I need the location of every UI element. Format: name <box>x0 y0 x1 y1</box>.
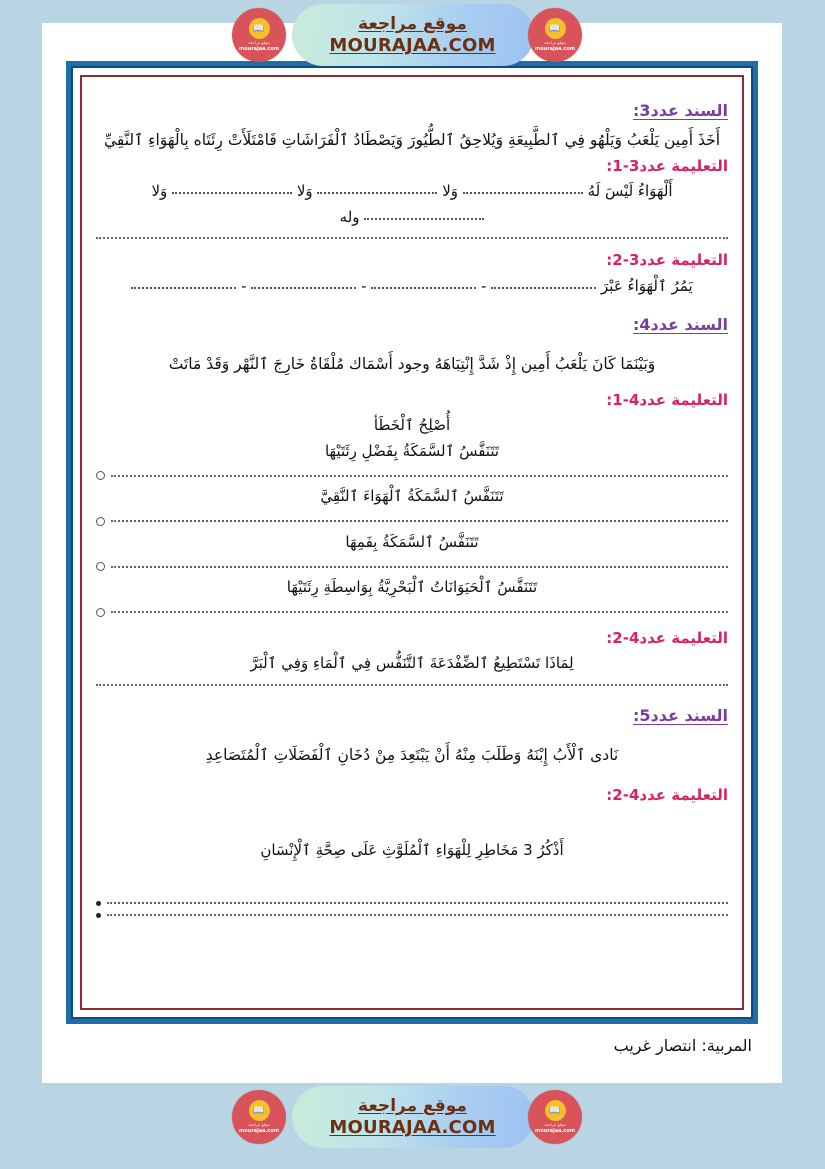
circle-bullet-icon <box>96 608 105 617</box>
badge-arabic-label: موقع مراجعة <box>544 1122 566 1127</box>
heading-sanad-4: السند عدد4: <box>632 315 728 335</box>
answer-dotted-line[interactable] <box>111 566 728 568</box>
blank-field[interactable] <box>364 218 484 220</box>
heading-sanad-3: السند عدد3: <box>632 101 728 120</box>
instruction-taalima-4-1: أُصْلِحُ ٱلْخَطَأ <box>373 416 451 435</box>
correction-answer-row-3[interactable] <box>96 562 728 571</box>
answer-dotted-line[interactable] <box>111 520 728 522</box>
teacher-signature: المربية: انتصار غريب <box>613 1036 752 1055</box>
prompt-text-end: وله <box>339 207 360 226</box>
prompt-separator: - <box>481 276 487 295</box>
watermark-domain-text: MOURAJAA.COM <box>329 35 496 56</box>
mourajaa-logo-icon <box>249 1100 270 1121</box>
correction-item-2: تَتَنَفَّسُ ٱلسَّمَكَةُ ٱلْهَوَاءَ ٱلنَّقِيَّ <box>320 487 504 506</box>
bottom-watermark-banner <box>0 1082 825 1152</box>
book-glyph: 📖 <box>549 1105 561 1116</box>
watermark-pill <box>292 1086 534 1148</box>
blank-field[interactable] <box>172 192 292 194</box>
answer-dotted-line[interactable] <box>111 475 728 477</box>
book-glyph: 📖 <box>253 23 265 34</box>
answer-dotted-line[interactable] <box>96 684 728 686</box>
heading-taalima-4-1: التعليمة عدد4-1: <box>606 390 728 409</box>
blank-field[interactable] <box>131 287 236 289</box>
question-frog: لِمَاذَا تَسْتَطِيعُ ٱلضِّفْدَعَةَ ٱلتَّنَفُّس فِي ٱلْمَاءِ وَفِي ٱلْبَرَّ <box>250 654 574 673</box>
answer-dotted-line[interactable] <box>107 914 728 916</box>
prompt-taalima-3-2 <box>96 274 728 300</box>
blank-field[interactable] <box>463 192 583 194</box>
circle-bullet-icon <box>96 517 105 526</box>
badge-domain-label: mourajaa.com <box>239 46 280 52</box>
text-sanad-4: وَبَيْنَمَا كَانَ يَلْعَبُ أَمِين إِذْ شَدَّ إِنْتِبَاهَهُ وجود أَسْمَاك مُلْقَاةُ خَارِجَ ٱلنَّهْر وَقَدْ مَاتَتْ <box>168 355 656 374</box>
prompt-connector: وَلا <box>442 182 458 201</box>
mourajaa-logo-icon <box>545 1100 566 1121</box>
heading-taalima-4-2-frog: التعليمة عدد4-2: <box>606 628 728 647</box>
page-border-inner <box>80 75 744 1010</box>
prompt-text-start: يَمُرُ ٱلْهَوَاءُ عَبْرَ <box>601 276 693 295</box>
badge-domain-label: mourajaa.com <box>535 46 576 52</box>
answer-dotted-line[interactable] <box>96 237 728 239</box>
prompt-connector: وَلا <box>296 182 313 201</box>
worksheet-page <box>42 23 782 1083</box>
badge-arabic-label: موقع مراجعة <box>544 40 566 45</box>
badge-domain-label: mourajaa.com <box>239 1128 280 1134</box>
badge-domain-label: mourajaa.com <box>535 1128 576 1134</box>
answer-dotted-line[interactable] <box>107 902 728 904</box>
correction-answer-row-2[interactable] <box>96 517 728 526</box>
badge-arabic-label: موقع مراجعة <box>248 1122 270 1127</box>
badge-arabic-label: موقع مراجعة <box>248 40 270 45</box>
text-sanad-3: أَخَذَ أَمِين يَلْعَبُ وَيَلْهُو فِي ٱلطَّبِيعَةِ وَيُلاحِقُ ٱلطُّيُورَ وَيَصْطَادُ ٱلْفَرَاشَاتِ فَامْتَلَأَتْ رِئَتَاه بِالْهَوَاءِ ٱلنَّقِيِّ <box>103 131 721 149</box>
mourajaa-badge-right <box>528 1090 582 1144</box>
text-sanad-5: نَادى ٱلْأَبُ إِبْنَهُ وَطَلَبَ مِنْهُ أَنْ يَبْتَعِدَ مِنْ دُخَانِ ٱلْفَضَلَاتِ ٱلْمُتَصَاعِدِ <box>205 745 619 764</box>
correction-answer-row-4[interactable] <box>96 608 728 617</box>
dot-bullet-icon <box>96 901 101 906</box>
blank-field[interactable] <box>491 287 596 289</box>
pollution-answer-row-2[interactable] <box>96 913 728 918</box>
answer-line-taalima-3-1[interactable] <box>96 237 728 239</box>
heading-taalima-3-2: التعليمة عدد3-2: <box>606 251 728 270</box>
prompt-separator: - <box>361 276 367 295</box>
heading-taalima-3-1: التعليمة عدد3-1: <box>606 156 728 175</box>
book-glyph: 📖 <box>549 23 561 34</box>
worksheet-content <box>82 77 742 1008</box>
pollution-answer-row-1[interactable] <box>96 901 728 906</box>
circle-bullet-icon <box>96 471 105 480</box>
prompt-text-start: أَلْهَوَاءُ لَيْسَ لَهُ <box>587 182 673 201</box>
blank-field[interactable] <box>317 192 437 194</box>
heading-sanad-5: السند عدد5: <box>632 705 728 725</box>
circle-bullet-icon <box>96 562 105 571</box>
mourajaa-badge-left <box>232 1090 286 1144</box>
answer-dotted-line[interactable] <box>111 611 728 613</box>
watermark-arabic-text: موقع مراجعة <box>358 1096 467 1116</box>
book-glyph: 📖 <box>253 1105 265 1116</box>
prompt-separator: - <box>241 276 247 295</box>
prompt-taalima-3-1 <box>96 179 728 230</box>
question-pollution: أَذْكُرُ 3 مَخَاطِرِ لِلْهَوَاءِ ٱلْمُلَوَّثِ عَلَى صِحَّةِ ٱلْإِنْسَانِ <box>260 841 564 860</box>
correction-item-4: تَتَنَفَّسُ ٱلْحَيَوَانَاتُ ٱلْبَحْرِيَّةُ بِوَاسِطَةِ رِئَتَيْهَا <box>286 578 538 597</box>
dot-bullet-icon <box>96 913 101 918</box>
correction-item-1: تَتَنَفَّسُ ٱلسَّمَكَةُ بِفَضْلِ رِئَتَيْهَا <box>324 441 500 460</box>
prompt-connector: وَلا <box>151 182 168 201</box>
watermark-arabic-text: موقع مراجعة <box>358 14 467 34</box>
correction-item-3: تَتَنَفَّسُ ٱلسَّمَكَةُ بِفَمِهَا <box>345 532 479 551</box>
correction-answer-row-1[interactable] <box>96 471 728 480</box>
heading-taalima-4-2-pollution: التعليمة عدد4-2: <box>606 785 728 804</box>
watermark-domain-text: MOURAJAA.COM <box>329 1117 496 1138</box>
blank-field[interactable] <box>251 287 356 289</box>
answer-line-frog[interactable] <box>96 684 728 686</box>
blank-field[interactable] <box>371 287 476 289</box>
page-border-outer <box>66 61 758 1024</box>
